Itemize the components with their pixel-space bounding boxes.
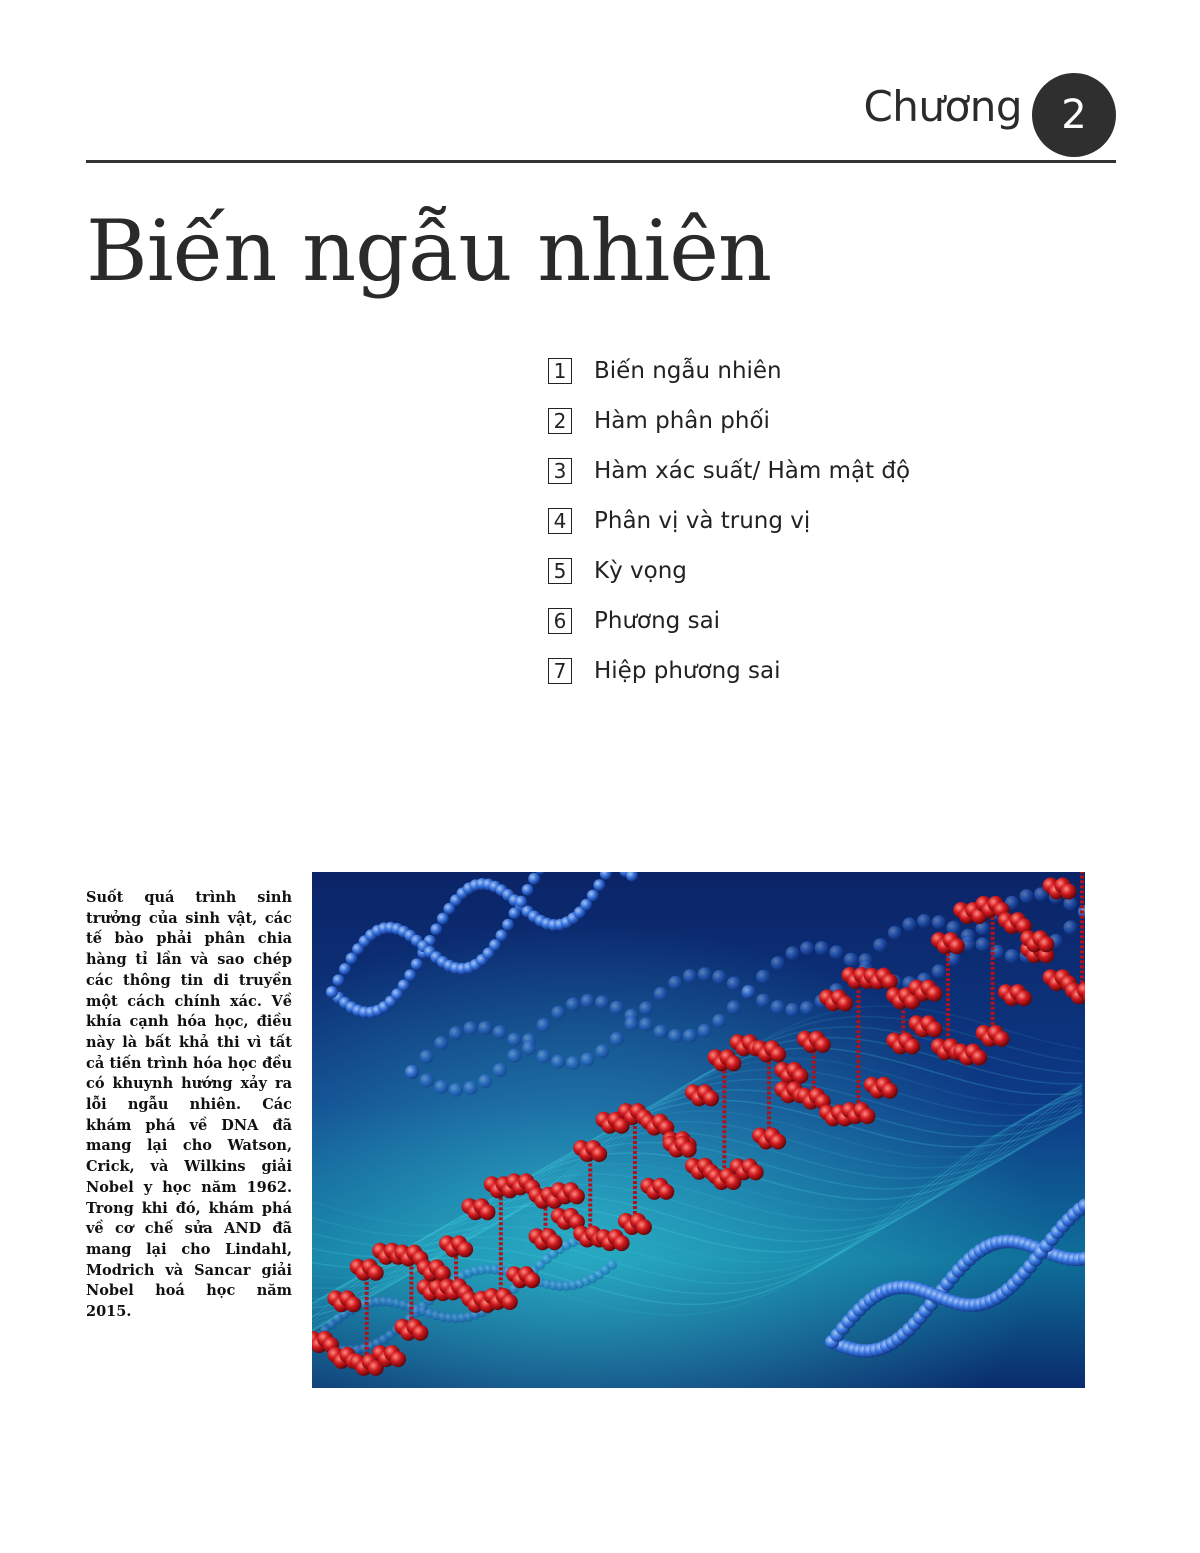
- blue-bead: [464, 1021, 478, 1035]
- red-bead: [815, 1037, 831, 1053]
- red-bead: [860, 1108, 876, 1124]
- chapter-number-badge: 2: [1032, 73, 1116, 157]
- blue-bead: [873, 938, 887, 952]
- red-bead: [837, 995, 853, 1011]
- blue-bead: [654, 987, 668, 1001]
- blue-bead: [1005, 949, 1019, 963]
- blue-bead: [698, 1024, 712, 1038]
- blue-bead: [434, 1080, 448, 1094]
- blue-bead: [420, 1050, 434, 1064]
- red-bead: [1016, 990, 1032, 1006]
- blue-bead: [683, 1029, 697, 1043]
- blue-bead: [537, 1018, 551, 1032]
- blue-bead: [339, 963, 351, 975]
- red-bead: [882, 974, 898, 990]
- red-bead: [457, 1241, 473, 1257]
- dna-helix-image: [312, 872, 1085, 1388]
- chapter-toc: [548, 346, 910, 696]
- blue-bead: [507, 1049, 521, 1063]
- toc-number: 3: [548, 458, 572, 484]
- blue-bead: [607, 1260, 617, 1270]
- toc-item[interactable]: [548, 546, 910, 596]
- red-bead: [390, 1351, 406, 1367]
- blue-bead: [430, 923, 442, 935]
- blue-bead: [587, 890, 599, 902]
- blue-bead: [522, 884, 534, 896]
- blue-bead: [639, 1017, 653, 1031]
- blue-bead: [449, 1083, 463, 1097]
- red-bead: [524, 1272, 540, 1288]
- blue-bead: [771, 1000, 785, 1014]
- red-bead: [502, 1294, 518, 1310]
- red-bead: [949, 938, 965, 954]
- blue-bead: [932, 964, 946, 978]
- blue-bead: [698, 967, 712, 981]
- toc-number: 2: [548, 408, 572, 434]
- toc-number: 5: [548, 558, 572, 584]
- red-bead: [971, 1050, 987, 1066]
- blue-bead: [961, 929, 975, 943]
- blue-bead: [1019, 889, 1033, 903]
- red-bead: [569, 1188, 585, 1204]
- blue-bead: [990, 945, 1004, 959]
- blue-bead: [593, 879, 605, 891]
- blue-bead: [639, 1001, 653, 1015]
- blue-bead: [1063, 920, 1077, 934]
- blue-bead: [437, 913, 449, 925]
- toc-label: Biến ngẫu nhiên: [594, 358, 782, 384]
- blue-bead: [493, 1025, 507, 1039]
- blue-bead: [493, 1063, 507, 1077]
- red-bead: [636, 1219, 652, 1235]
- blue-bead: [888, 926, 902, 940]
- blue-bead: [829, 945, 843, 959]
- red-bead: [614, 1235, 630, 1251]
- blue-bead: [404, 969, 416, 981]
- red-bead: [904, 1038, 920, 1054]
- red-bead: [368, 1265, 384, 1281]
- blue-bead: [333, 974, 345, 986]
- blue-bead: [859, 953, 873, 967]
- blue-bead: [800, 1001, 814, 1015]
- red-bead: [882, 1083, 898, 1099]
- toc-item[interactable]: [548, 646, 910, 696]
- blue-bead: [515, 896, 527, 908]
- red-bead: [658, 1184, 674, 1200]
- red-bead: [1061, 884, 1077, 900]
- red-bead: [591, 1146, 607, 1162]
- blue-bead: [398, 979, 410, 991]
- toc-label: Hàm xác suất/ Hàm mật độ: [594, 458, 911, 484]
- red-bead: [770, 1046, 786, 1062]
- blue-bead: [683, 969, 697, 983]
- red-bead: [480, 1204, 496, 1220]
- blue-bead: [496, 930, 508, 942]
- blue-bead: [932, 915, 946, 929]
- blue-bead: [595, 1044, 609, 1058]
- blue-bead: [976, 937, 990, 951]
- blue-bead: [478, 1074, 492, 1088]
- toc-label: Hiệp phương sai: [594, 658, 781, 684]
- blue-bead: [595, 995, 609, 1009]
- blue-bead: [610, 1001, 624, 1015]
- red-bead: [681, 1142, 697, 1158]
- red-bead: [1038, 936, 1054, 952]
- blue-bead: [420, 1074, 434, 1088]
- blue-bead: [771, 956, 785, 970]
- blue-bead: [727, 977, 741, 991]
- blue-bead: [610, 1032, 624, 1046]
- blue-bead: [449, 1026, 463, 1040]
- blue-bead: [668, 976, 682, 990]
- chapter-label: Chương: [863, 82, 1022, 131]
- blue-bead: [581, 994, 595, 1008]
- blue-bead: [815, 941, 829, 955]
- blue-bead: [712, 970, 726, 984]
- toc-label: Phương sai: [594, 608, 721, 634]
- red-bead: [748, 1164, 764, 1180]
- red-bead: [927, 1021, 943, 1037]
- toc-label: Phân vị và trung vị: [594, 508, 811, 534]
- blue-bead: [464, 1081, 478, 1095]
- toc-label: Hàm phân phối: [594, 408, 770, 434]
- chapter-title: Biến ngẫu nhiên: [86, 202, 772, 300]
- blue-bead: [551, 1055, 565, 1069]
- blue-bead: [566, 997, 580, 1011]
- blue-bead: [654, 1025, 668, 1039]
- toc-item[interactable]: [548, 596, 910, 646]
- blue-bead: [405, 1065, 419, 1079]
- toc-label: Kỳ vọng: [594, 558, 687, 584]
- blue-bead: [507, 1033, 521, 1047]
- red-bead: [703, 1090, 719, 1106]
- blue-bead: [411, 958, 423, 970]
- blue-bead: [902, 917, 916, 931]
- blue-bead: [434, 1036, 448, 1050]
- blue-bead: [502, 919, 514, 931]
- blue-bead: [712, 1014, 726, 1028]
- blue-bead: [478, 1021, 492, 1035]
- blue-bead: [844, 953, 858, 967]
- red-bead: [345, 1296, 361, 1312]
- red-bead: [994, 1031, 1010, 1047]
- blue-bead: [756, 970, 770, 984]
- blue-bead: [509, 907, 521, 919]
- blue-bead: [917, 914, 931, 928]
- blue-bead: [581, 1053, 595, 1067]
- toc-number: 1: [548, 358, 572, 384]
- toc-number: 4: [548, 508, 572, 534]
- blue-bead: [668, 1029, 682, 1043]
- toc-item[interactable]: [548, 346, 910, 396]
- header-rule: [86, 160, 1116, 163]
- red-bead: [547, 1234, 563, 1250]
- toc-item[interactable]: [548, 496, 910, 546]
- toc-item[interactable]: [548, 396, 910, 446]
- toc-number: 7: [548, 658, 572, 684]
- red-bead: [725, 1055, 741, 1071]
- side-note: Suốt quá trình sinh trưởng của sinh vật, các tế bào phải phân chia hàng tỉ lần và sao chép các thông tin di truyền một cách chính xác. Về khía cạnh hóa học, điều này là bất khả thi vì tất cả tiến trình hóa học đều có khuynh hướng xảy ra lỗi ngẫu nhiên. Các khám phá về DNA đã mang lại cho Watson, Crick, và Wilkins giải Nobel y học năm 1962. Trong khi đó, khám phá về cơ chế sửa AND đã mang lại cho Lindahl, Modrich và Sancar giải Nobel hoá học năm 2015.: [86, 889, 292, 1321]
- blue-bead: [537, 1049, 551, 1063]
- blue-bead: [528, 873, 540, 885]
- blue-bead: [727, 1000, 741, 1014]
- toc-item[interactable]: [548, 446, 910, 496]
- red-bead: [412, 1325, 428, 1341]
- blue-bead: [742, 985, 756, 999]
- blue-bead: [522, 1041, 536, 1055]
- dna-illustration: [312, 872, 1085, 1388]
- blue-bead: [566, 1056, 580, 1070]
- blue-bead: [785, 946, 799, 960]
- blue-bead: [624, 1017, 638, 1031]
- toc-number: 6: [548, 608, 572, 634]
- blue-bead: [551, 1006, 565, 1020]
- red-bead: [770, 1134, 786, 1150]
- red-bead: [927, 986, 943, 1002]
- blue-bead: [326, 986, 338, 998]
- blue-bead: [756, 994, 770, 1008]
- blue-bead: [800, 941, 814, 955]
- blue-bead: [785, 1003, 799, 1017]
